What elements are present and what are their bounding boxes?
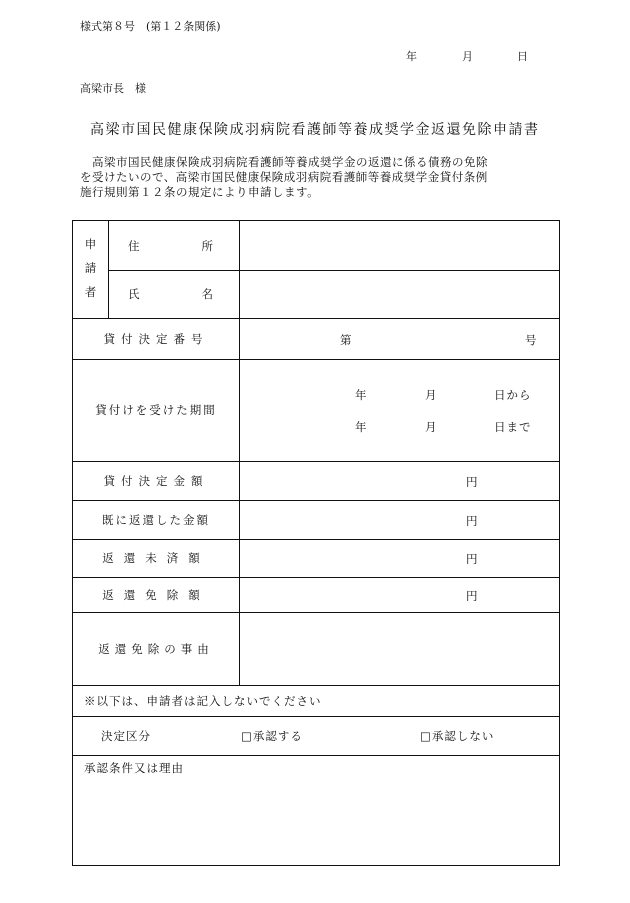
loan-period-label: 貸付けを受けた期間 [95,403,217,417]
application-form-table [72,220,560,866]
exemption-reason-label: 返還免除の事由 [98,641,214,656]
exemption-amount-unit: 円 [466,589,478,603]
intro-line-1: 高梁市国民健康保険成羽病院看護師等養成奨学金の返還に係る債務の免除 [92,155,488,169]
period-from-month: 月 [425,388,437,402]
repaid-amount-field[interactable] [240,501,558,538]
loan-number-prefix: 第 [340,333,352,347]
name-field[interactable] [240,271,558,317]
loan-amount-label: 貸付決定金額 [103,473,209,488]
address-label-a: 住 [128,238,140,253]
intro-line-3: 施行規則第１２条の規定により申請します。 [80,185,320,199]
rule-decision-bottom [73,755,560,756]
period-from-day: 日から [494,388,532,402]
addressee: 高梁市長 様 [80,82,146,95]
unpaid-amount-field[interactable] [240,540,558,576]
exemption-reason-field[interactable] [240,613,558,684]
name-label [128,270,213,318]
office-use-note: ※以下は、申請者は記入しないでください [84,693,322,708]
decision-approve-checkbox[interactable]: □承認する [241,728,303,743]
period-to-year: 年 [355,420,367,434]
date-year-label: 年 [406,50,417,63]
loan-period-field[interactable] [240,360,558,460]
address-label-b: 所 [201,238,213,253]
loan-amount-field[interactable] [240,462,558,499]
period-to-month: 月 [425,420,437,434]
address-label [128,221,213,270]
date-month-label: 月 [462,50,473,63]
unpaid-amount-label: 返還未済額 [102,551,210,565]
decision-label: 決定区分 [101,728,151,743]
loan-decision-number-label: 貸付決定番号 [103,331,209,346]
conditions-field[interactable] [74,777,559,865]
unpaid-amount-unit: 円 [466,552,478,566]
applicant-char-3: 者 [84,285,97,299]
page-title: 高梁市国民健康保険成羽病院看護師等養成奨学金返還免除申請書 [90,122,540,138]
name-label-b: 名 [201,287,213,301]
repaid-amount-unit: 円 [466,514,478,528]
form-number: 様式第８号 (第１２条関係) [80,20,221,33]
exemption-amount-field[interactable] [240,578,558,611]
rule-applicant-column [108,221,109,318]
period-to-day: 日まで [494,420,532,434]
period-from-year: 年 [355,388,367,402]
intro-paragraph [80,155,556,200]
applicant-char-1: 申 [84,237,97,251]
loan-number-suffix: 号 [525,333,537,347]
exemption-amount-label: 返還免除額 [102,587,210,602]
name-label-a: 氏 [128,287,140,301]
applicant-char-2: 請 [84,261,97,275]
loan-decision-number-field[interactable] [240,319,558,359]
repaid-amount-label: 既に返還した金額 [102,512,210,527]
address-field[interactable] [240,222,558,269]
conditions-label: 承認条件又は理由 [84,761,184,775]
loan-amount-unit: 円 [466,475,478,489]
intro-line-2: を受けたいので、高梁市国民健康保険成羽病院看護師等養成奨学金貸付条例 [80,170,488,184]
decision-reject-checkbox[interactable]: □承認しない [420,728,495,743]
date-day-label: 日 [517,50,528,63]
